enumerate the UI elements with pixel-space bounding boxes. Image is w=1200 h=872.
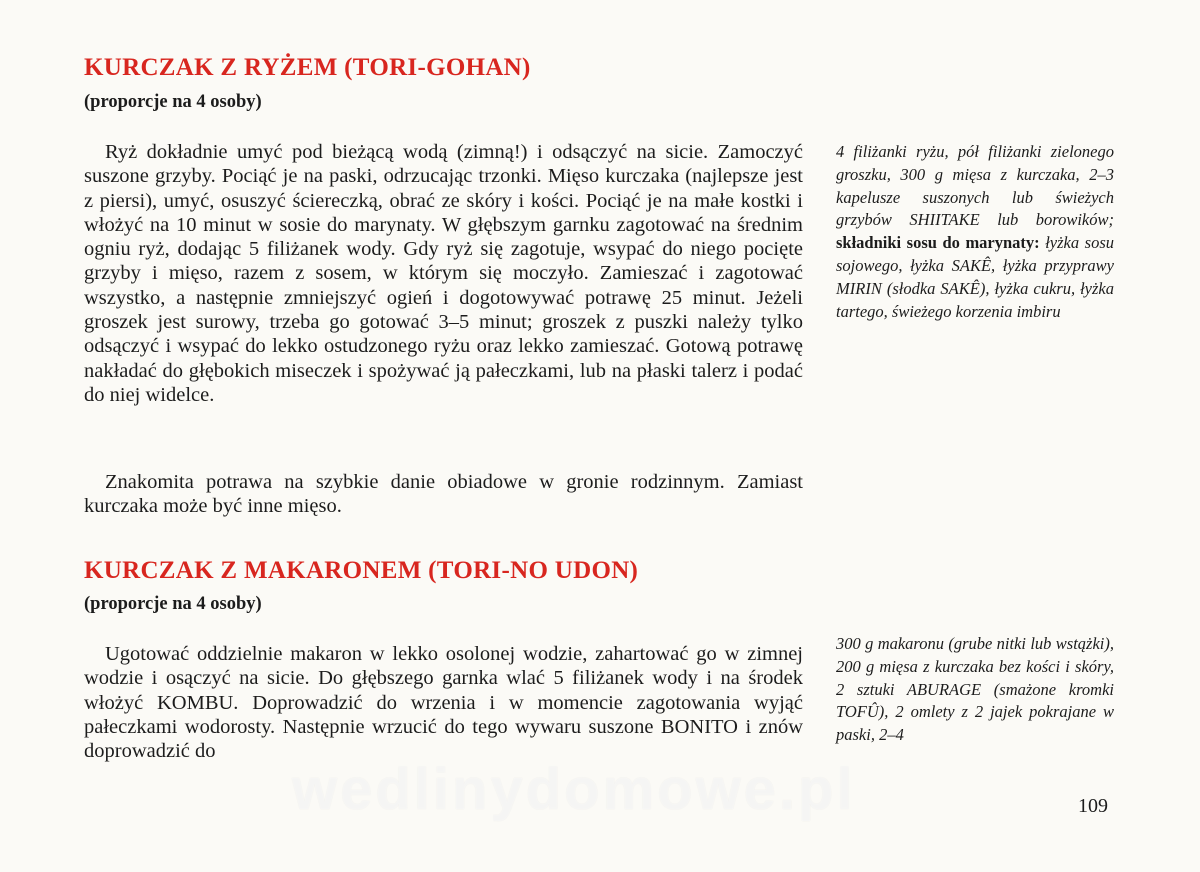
recipe-1-sauce-label: składniki sosu do marynaty: bbox=[836, 233, 1040, 253]
recipe-1-title: KURCZAK Z RYŻEM (TORI-GOHAN) bbox=[84, 54, 531, 81]
recipe-1-sauce-ingredients: łyżka sosu sojowego, łyżka SAKÊ, łyżka przyprawy MIRIN (słodka SAKÊ), łyżka cukru, łyżka tartego, świeżego korzenia imbiru bbox=[836, 233, 1115, 321]
recipe-1-main-ingredients: 4 filiżanki ryżu, pół filiżanki zielonego groszku, 300 g mięsa z kurczaka, 2–3 kapelusze suszonych lub świeżych grzybów SHIITAKE lub borowików; bbox=[836, 142, 1114, 230]
page-number: 109 bbox=[1078, 795, 1108, 817]
recipe-2-title: KURCZAK Z MAKARONEM (TORI-NO UDON) bbox=[84, 557, 639, 584]
recipe-1-servings: (proporcje na 4 osoby) bbox=[84, 92, 262, 112]
recipe-2-ingredients: 300 g makaronu (grube nitki lub wstążki), 200 g mięsa z kurczaka bez kości i skóry, 2 sztuki ABURAGE (smażone kromki TOFÛ), 2 omlety z 2 jajek pokrajane w paski, 2–4 bbox=[836, 634, 1114, 745]
recipe-2-servings: (proporcje na 4 osoby) bbox=[84, 594, 262, 614]
recipe-1-ingredients bbox=[836, 141, 1114, 323]
recipe-2-instructions: Ugotować oddzielnie makaron w lekko osolonej wodzie, zahartować go w zimnej wodzie i osączyć na sicie. Do głębszego garnka wlać 5 filiżanek wody i na środek włożyć KOMBU. Doprowadzić do wrzenia i w momencie zagotowania wyjąć pałeczkami wodorosty. Następnie wrzucić do tego wywaru suszone BONITO i znów doprowadzić do bbox=[84, 643, 803, 763]
watermark: wedlinydomowe.pl bbox=[292, 757, 856, 822]
recipe-1-note: Znakomita potrawa na szybkie danie obiadowe w gronie rodzinnym. Zamiast kurczaka może być inne mięso. bbox=[84, 471, 803, 518]
recipe-1-instructions: Ryż dokładnie umyć pod bieżącą wodą (zimną!) i odsączyć na sicie. Zamoczyć suszone grzyby. Pociąć je na paski, odrzucając trzonki. Mięso kurczaka (najlepsze jest z piersi), umyć, osuszyć ściereczką, obrać ze skóry i kości. Pociąć je na małe kostki i włożyć na 10 minut w sosie do marynaty. W głębszym garnku zagotować na średnim ogniu ryż, dodając 5 filiżanek wody. Gdy ryż się zagotuje, wsypać do niego pocięte grzyby i mięso, razem z sosem, w którym się moczyło. Zamieszać i zagotować wszystko, a następnie zmniejszyć ogień i dogotowywać potrawę 25 minut. Jeżeli groszek jest surowy, trzeba go gotować 3–5 minut; groszek z puszki należy tylko odsączyć i wsypać do lekko ostudzonego ryżu oraz lekko zamieszać. Gotową potrawę nakładać do głębokich miseczek i spożywać ją pałeczkami, lub na płaski talerz i podać do niej widelce. bbox=[84, 141, 803, 406]
